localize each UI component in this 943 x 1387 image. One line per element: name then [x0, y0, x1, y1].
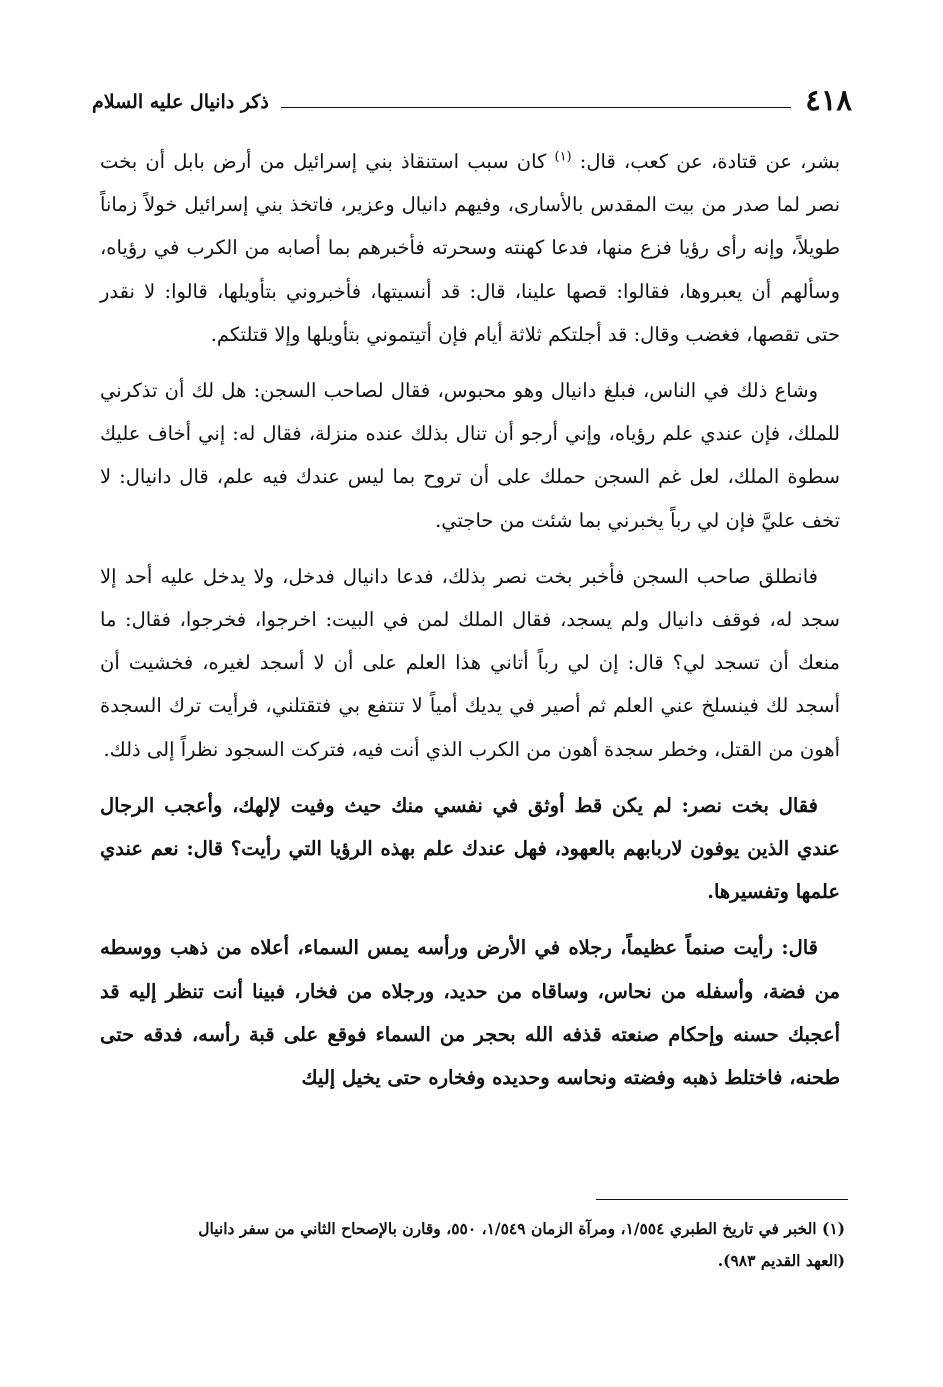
paragraph-1-opening: بشر، عن قتادة، عن كعب، قال:: [571, 150, 841, 173]
footnote-line-2: (العهد القديم ٩٨٣).: [717, 1251, 845, 1270]
paragraph-1-text: كان سبب استنقاذ بني إسرائيل من أرض بابل أن بخت نصر لما صدر من بيت المقدس بالأسارى، وفيهم دانيال وعزير، فاتخذ بني إسرائيل خولاً زماناً طويلاً، وإنه رأى رؤيا فزع منها، فدعا كهنته وسحرته فأخبرهم بما أصابه من الكرب في رؤياه، وسألهم أن يعبروها، فقالوا: قصها علينا، قال: قد أنسيتها، فأخبروني بتأويلها، قالوا: لا نقدر حتى تقصها، فغضب وقال: قد أجلتكم ثلاثة أيام فإن أتيتموني بتأويلها وإلا قتلتكم.: [100, 150, 840, 346]
paragraph-4: فقال بخت نصر: لم يكن قط أوثق في نفسي منك حيث وفيت لإلهك، وأعجب الرجال عندي الذين يوفون لاربابهم بالعهود، فهل عندك علم بهذه الرؤيا التي رأيت؟ قال: نعم عندي علمها وتفسيرها.: [100, 793, 840, 904]
paragraph-3: فانطلق صاحب السجن فأخبر بخت نصر بذلك، فدعا دانيال فدخل، ولا يدخل عليه أحد إلا سجد له، فوقف دانيال ولم يسجد، فقال الملك لمن في البيت: اخرجوا، فخرجوا، فقال: ما منعك أن تسجد لي؟ قال: إن لي رباً أتاني هذا العلم على أن لا أسجد لغيره، فخشيت أن أسجد لك فينسلخ عني العلم ثم أصير في يديك أمياً لا تنتفع بي فتقتلني، فرأيت ترك السجدة أهون من القتل، وخطر سجدة أهون من الكرب الذي أنت فيه، فتركت السجود نظراً إلى ذلك.: [100, 564, 840, 761]
paragraph-2: وشاع ذلك في الناس، فبلغ دانيال وهو محبوس، فقال لصاحب السجن: هل لك أن تذكرني للملك، فإن عندي علم رؤياه، وإني أرجو أن تنال بذلك عنده منزلة، فقال له: إني أخاف عليك سطوة الملك، لعل غم السجن حملك على أن تروح بما ليس عندك فيه علم، قال دانيال: لا تخف عليَّ فإن لي رباً يخبرني بما شئت من حاجتي.: [100, 379, 840, 532]
running-title: ذكر دانيال عليه السلام: [92, 91, 269, 113]
paragraph-1: [100, 140, 840, 356]
paragraph-5: قال: رأيت صنماً عظيماً، رجلاه في الأرض ورأسه يمس السماء، أعلاه من ذهب ووسطه من فضة، وأسفله من نحاس، وساقاه من حديد، ورجلاه من فخار، فبينا أنت تنظر إليه قد أعجبك حسنه وإحكام صنعته قذفه الله بحجر من السماء فوقع على قبة رأسه، فدقه حتى طحنه، فاختلط ذهبه وفضته ونحاسه وحديده وفخاره حتى يخيل إليك: [100, 936, 840, 1090]
page-number: ٤١٨: [805, 83, 852, 117]
footnote-line-1: (١) الخبر في تاريخ الطبري ١/٥٥٤، ومرآة الزمان ١/٥٤٩، ٥٥٠، وقارن بالإصحاح الثاني من سفر دانيال: [198, 1219, 845, 1238]
page-header: [92, 78, 852, 118]
header-rule: [281, 107, 791, 108]
body-text: [100, 140, 840, 1112]
footnote: [100, 1213, 845, 1277]
footnote-rule: [596, 1199, 848, 1200]
footnote-reference: (١): [554, 149, 572, 165]
